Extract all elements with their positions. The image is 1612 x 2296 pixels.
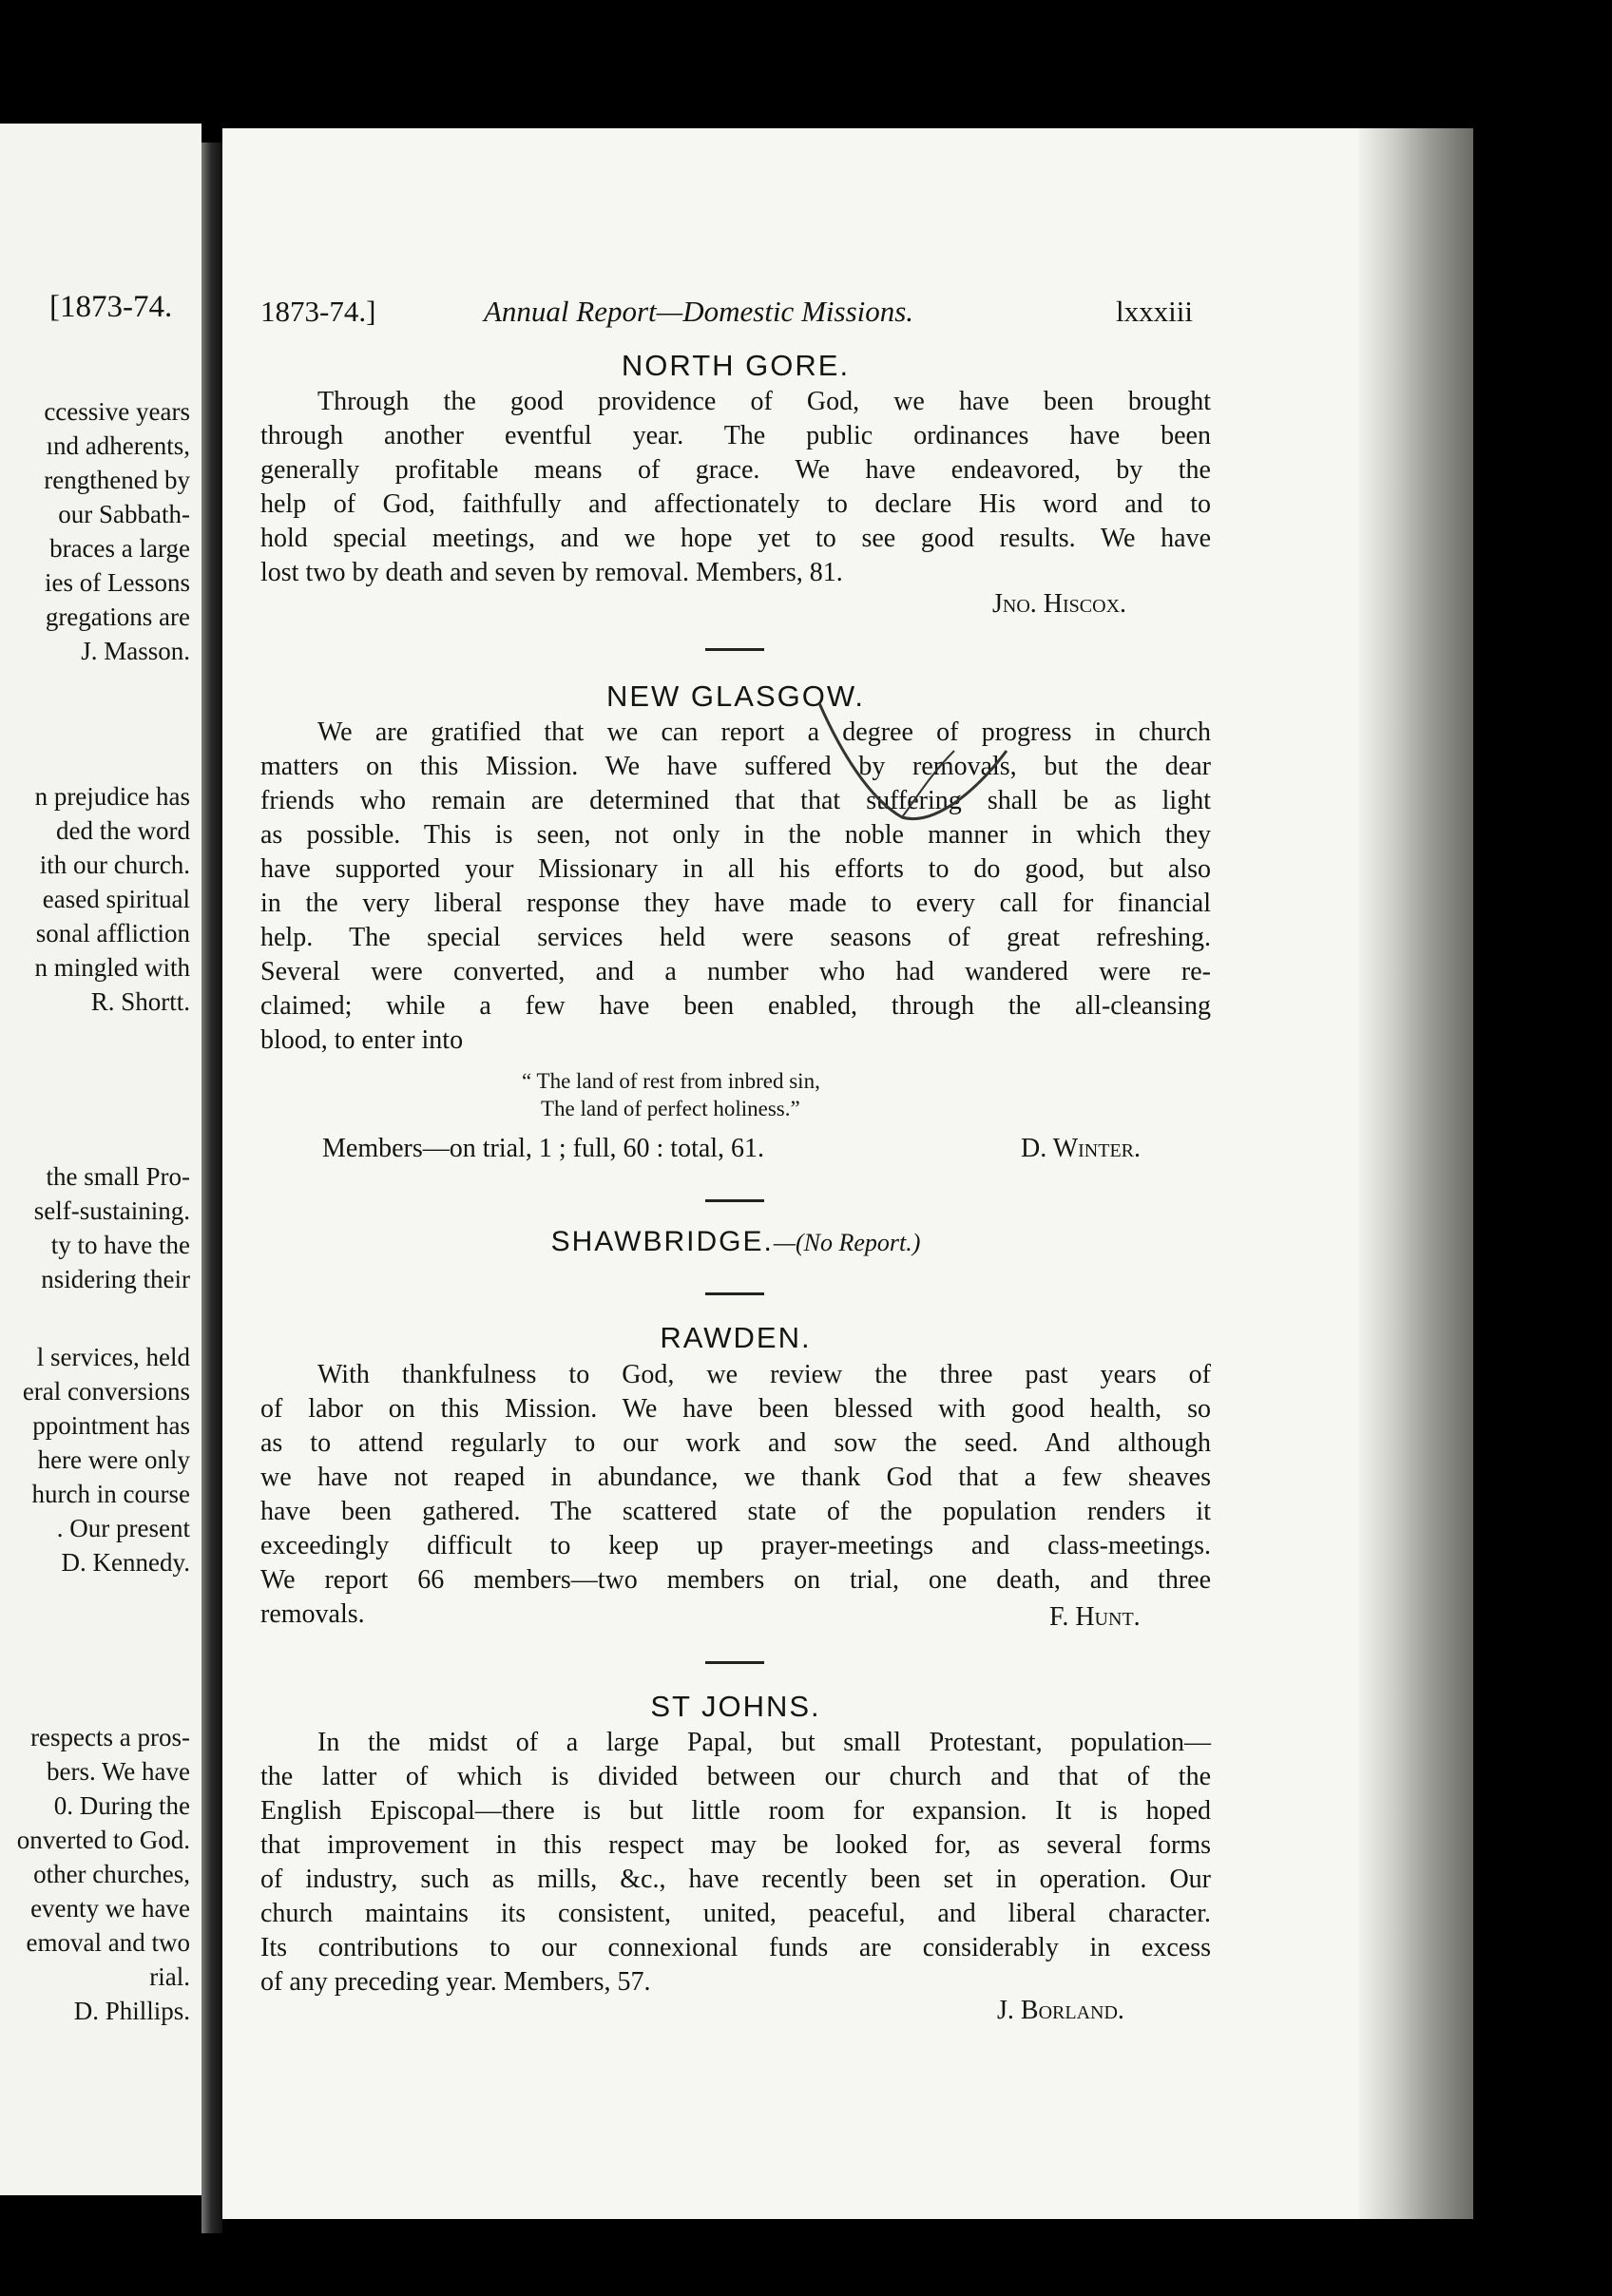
shawbridge-note: —(No Report.) bbox=[773, 1229, 921, 1256]
text-line: We report 66 members—two members on trial, one death, and three bbox=[260, 1565, 1211, 1595]
text-line: In the midst of a large Papal, but small Protestant, population— bbox=[317, 1728, 1211, 1757]
previous-page-line: ith our church. bbox=[39, 851, 190, 879]
previous-page-line: n prejudice has bbox=[34, 782, 190, 811]
previous-page-line: R. Shortt. bbox=[90, 987, 190, 1016]
section-title-shawbridge: SHAWBRIDGE. bbox=[550, 1226, 774, 1257]
previous-page-line: respects a pros- bbox=[30, 1723, 190, 1751]
previous-page-line: nsidering their bbox=[41, 1265, 190, 1293]
text-line: the latter of which is divided between our church and that of the bbox=[260, 1762, 1211, 1791]
text-line: generally profitable means of grace. We have endeavored, by the bbox=[260, 455, 1211, 485]
previous-page-line: D. Phillips. bbox=[73, 1997, 190, 2025]
previous-page-line: rial. bbox=[149, 1962, 190, 1991]
text-line: as possible. This is seen, not only in the noble manner in which they bbox=[260, 820, 1211, 850]
previous-page-line: J. Masson. bbox=[81, 637, 190, 665]
previous-page-line: here were only bbox=[37, 1445, 190, 1474]
section-divider bbox=[705, 1292, 764, 1295]
previous-page-line: D. Kennedy. bbox=[61, 1548, 190, 1577]
st-johns-signature: J. Borland. bbox=[997, 1996, 1124, 2025]
text-line: Several were converted, and a number who had wandered were re- bbox=[260, 957, 1211, 986]
page-header-year: 1873-74.] bbox=[260, 295, 376, 328]
text-line: help of God, faithfully and affectionately to declare His word and to bbox=[260, 489, 1211, 519]
previous-page-line: . Our present bbox=[56, 1514, 190, 1542]
previous-page-line: n mingled with bbox=[34, 953, 190, 982]
text-line: church maintains its consistent, united, peaceful, and liberal character. bbox=[260, 1899, 1211, 1928]
text-line: friends who remain are determined that that suffering shall be as light bbox=[260, 786, 1211, 815]
text-line: matters on this Mission. We have suffered by removals, but the dear bbox=[260, 752, 1211, 781]
rawden-signature: F. Hunt. bbox=[1049, 1602, 1141, 1632]
book-gutter bbox=[202, 143, 222, 2233]
text-line: Through the good providence of God, we have been brought bbox=[317, 387, 1211, 416]
section-title-new-glasgow: NEW GLASGOW. bbox=[605, 679, 866, 713]
previous-page-line: ppointment has bbox=[32, 1411, 190, 1440]
previous-page-line: the small Pro- bbox=[46, 1162, 190, 1191]
text-line: that improvement in this respect may be looked for, as several forms bbox=[260, 1830, 1211, 1860]
page bbox=[222, 128, 1439, 2219]
previous-page-line: gregations are bbox=[45, 603, 190, 631]
text-line: hold special meetings, and we hope yet to see good results. We have bbox=[260, 524, 1211, 553]
previous-page-line: braces a large bbox=[49, 534, 190, 563]
previous-page-line: 0. During the bbox=[53, 1791, 190, 1820]
previous-page-header: [1873-74. bbox=[49, 290, 173, 324]
section-title-st-johns: ST JOHNS. bbox=[650, 1690, 821, 1723]
page-number: lxxxiii bbox=[1116, 295, 1193, 328]
section-divider bbox=[705, 648, 764, 651]
text-line: of industry, such as mills, &c., have recently been set in operation. Our bbox=[260, 1865, 1211, 1894]
text-line: have supported your Missionary in all his efforts to do good, but also bbox=[260, 854, 1211, 884]
section-divider bbox=[705, 1661, 764, 1664]
previous-page-line: ty to have the bbox=[50, 1231, 190, 1259]
text-line: of any preceding year. Members, 57. bbox=[260, 1967, 651, 1997]
previous-page-line: l services, held bbox=[36, 1343, 190, 1371]
text-line: we have not reaped in abundance, we thank God that a few sheaves bbox=[260, 1463, 1211, 1492]
previous-page-line: emoval and two bbox=[26, 1928, 190, 1957]
previous-page-line: our Sabbath- bbox=[58, 500, 190, 528]
previous-page-line: onverted to God. bbox=[16, 1826, 190, 1854]
hymn-quote-line-1: “ The land of rest from inbred sin, bbox=[522, 1069, 820, 1093]
text-line: exceedingly difficult to keep up prayer-meetings and class-meetings. bbox=[260, 1531, 1211, 1560]
new-glasgow-signature: D. Winter. bbox=[1021, 1134, 1142, 1163]
previous-page-line: ies of Lessons bbox=[45, 568, 190, 597]
previous-page-line: other churches, bbox=[33, 1860, 190, 1888]
previous-page-line: hurch in course bbox=[31, 1480, 190, 1508]
section-title-north-gore: NORTH GORE. bbox=[621, 349, 851, 382]
text-line: through another eventful year. The public ordinances have been bbox=[260, 421, 1211, 450]
previous-page-line: self-sustaining. bbox=[33, 1196, 190, 1225]
section-shawbridge bbox=[222, 1226, 1249, 1258]
previous-page-line: eased spiritual bbox=[42, 885, 190, 913]
text-line: blood, to enter into bbox=[260, 1025, 464, 1055]
pencil-annotation-mark bbox=[812, 684, 1021, 846]
previous-page-line: ccessive years bbox=[44, 397, 190, 426]
text-line: have been gathered. The scattered state of the population renders it bbox=[260, 1497, 1211, 1526]
text-line: English Episcopal—there is but little room for expansion. It is hoped bbox=[260, 1796, 1211, 1826]
previous-page-line: ınd adherents, bbox=[46, 431, 190, 460]
text-line: Its contributions to our connexional funds are considerably in excess bbox=[260, 1933, 1211, 1962]
text-line: lost two by death and seven by removal. Members, 81. bbox=[260, 558, 843, 587]
hymn-quote-line-2: The land of perfect holiness.” bbox=[541, 1097, 800, 1120]
text-line: With thankfulness to God, we review the three past years of bbox=[317, 1360, 1211, 1389]
section-title-rawden: RAWDEN. bbox=[660, 1321, 812, 1354]
previous-page-line: rengthened by bbox=[44, 466, 190, 494]
north-gore-signature: Jno. Hiscox. bbox=[992, 589, 1127, 619]
text-line: of labor on this Mission. We have been blessed with good health, so bbox=[260, 1394, 1211, 1424]
previous-page-line: eral conversions bbox=[22, 1377, 190, 1406]
text-line: in the very liberal response they have made to every call for financial bbox=[260, 889, 1211, 918]
text-line: as to attend regularly to our work and sow the seed. And although bbox=[260, 1428, 1211, 1458]
text-line: claimed; while a few have been enabled, through the all-cleansing bbox=[260, 991, 1211, 1021]
text-line: help. The special services held were seasons of great refreshing. bbox=[260, 923, 1211, 952]
previous-page-line: bers. We have bbox=[46, 1757, 190, 1786]
section-divider bbox=[705, 1199, 764, 1202]
text-line: We are gratified that we can report a degree of progress in church bbox=[317, 718, 1211, 747]
previous-page-line: eventy we have bbox=[30, 1894, 190, 1923]
previous-page-line: ded the word bbox=[56, 816, 190, 845]
page-edge-shadow bbox=[1359, 128, 1473, 2219]
previous-page-line: sonal affliction bbox=[35, 919, 190, 947]
previous-page-fragment bbox=[0, 124, 202, 2195]
text-line: removals. bbox=[260, 1599, 365, 1629]
page-header-title: Annual Report—Domestic Missions. bbox=[484, 295, 914, 328]
new-glasgow-members: Members—on trial, 1 ; full, 60 : total, 61. bbox=[322, 1134, 765, 1163]
